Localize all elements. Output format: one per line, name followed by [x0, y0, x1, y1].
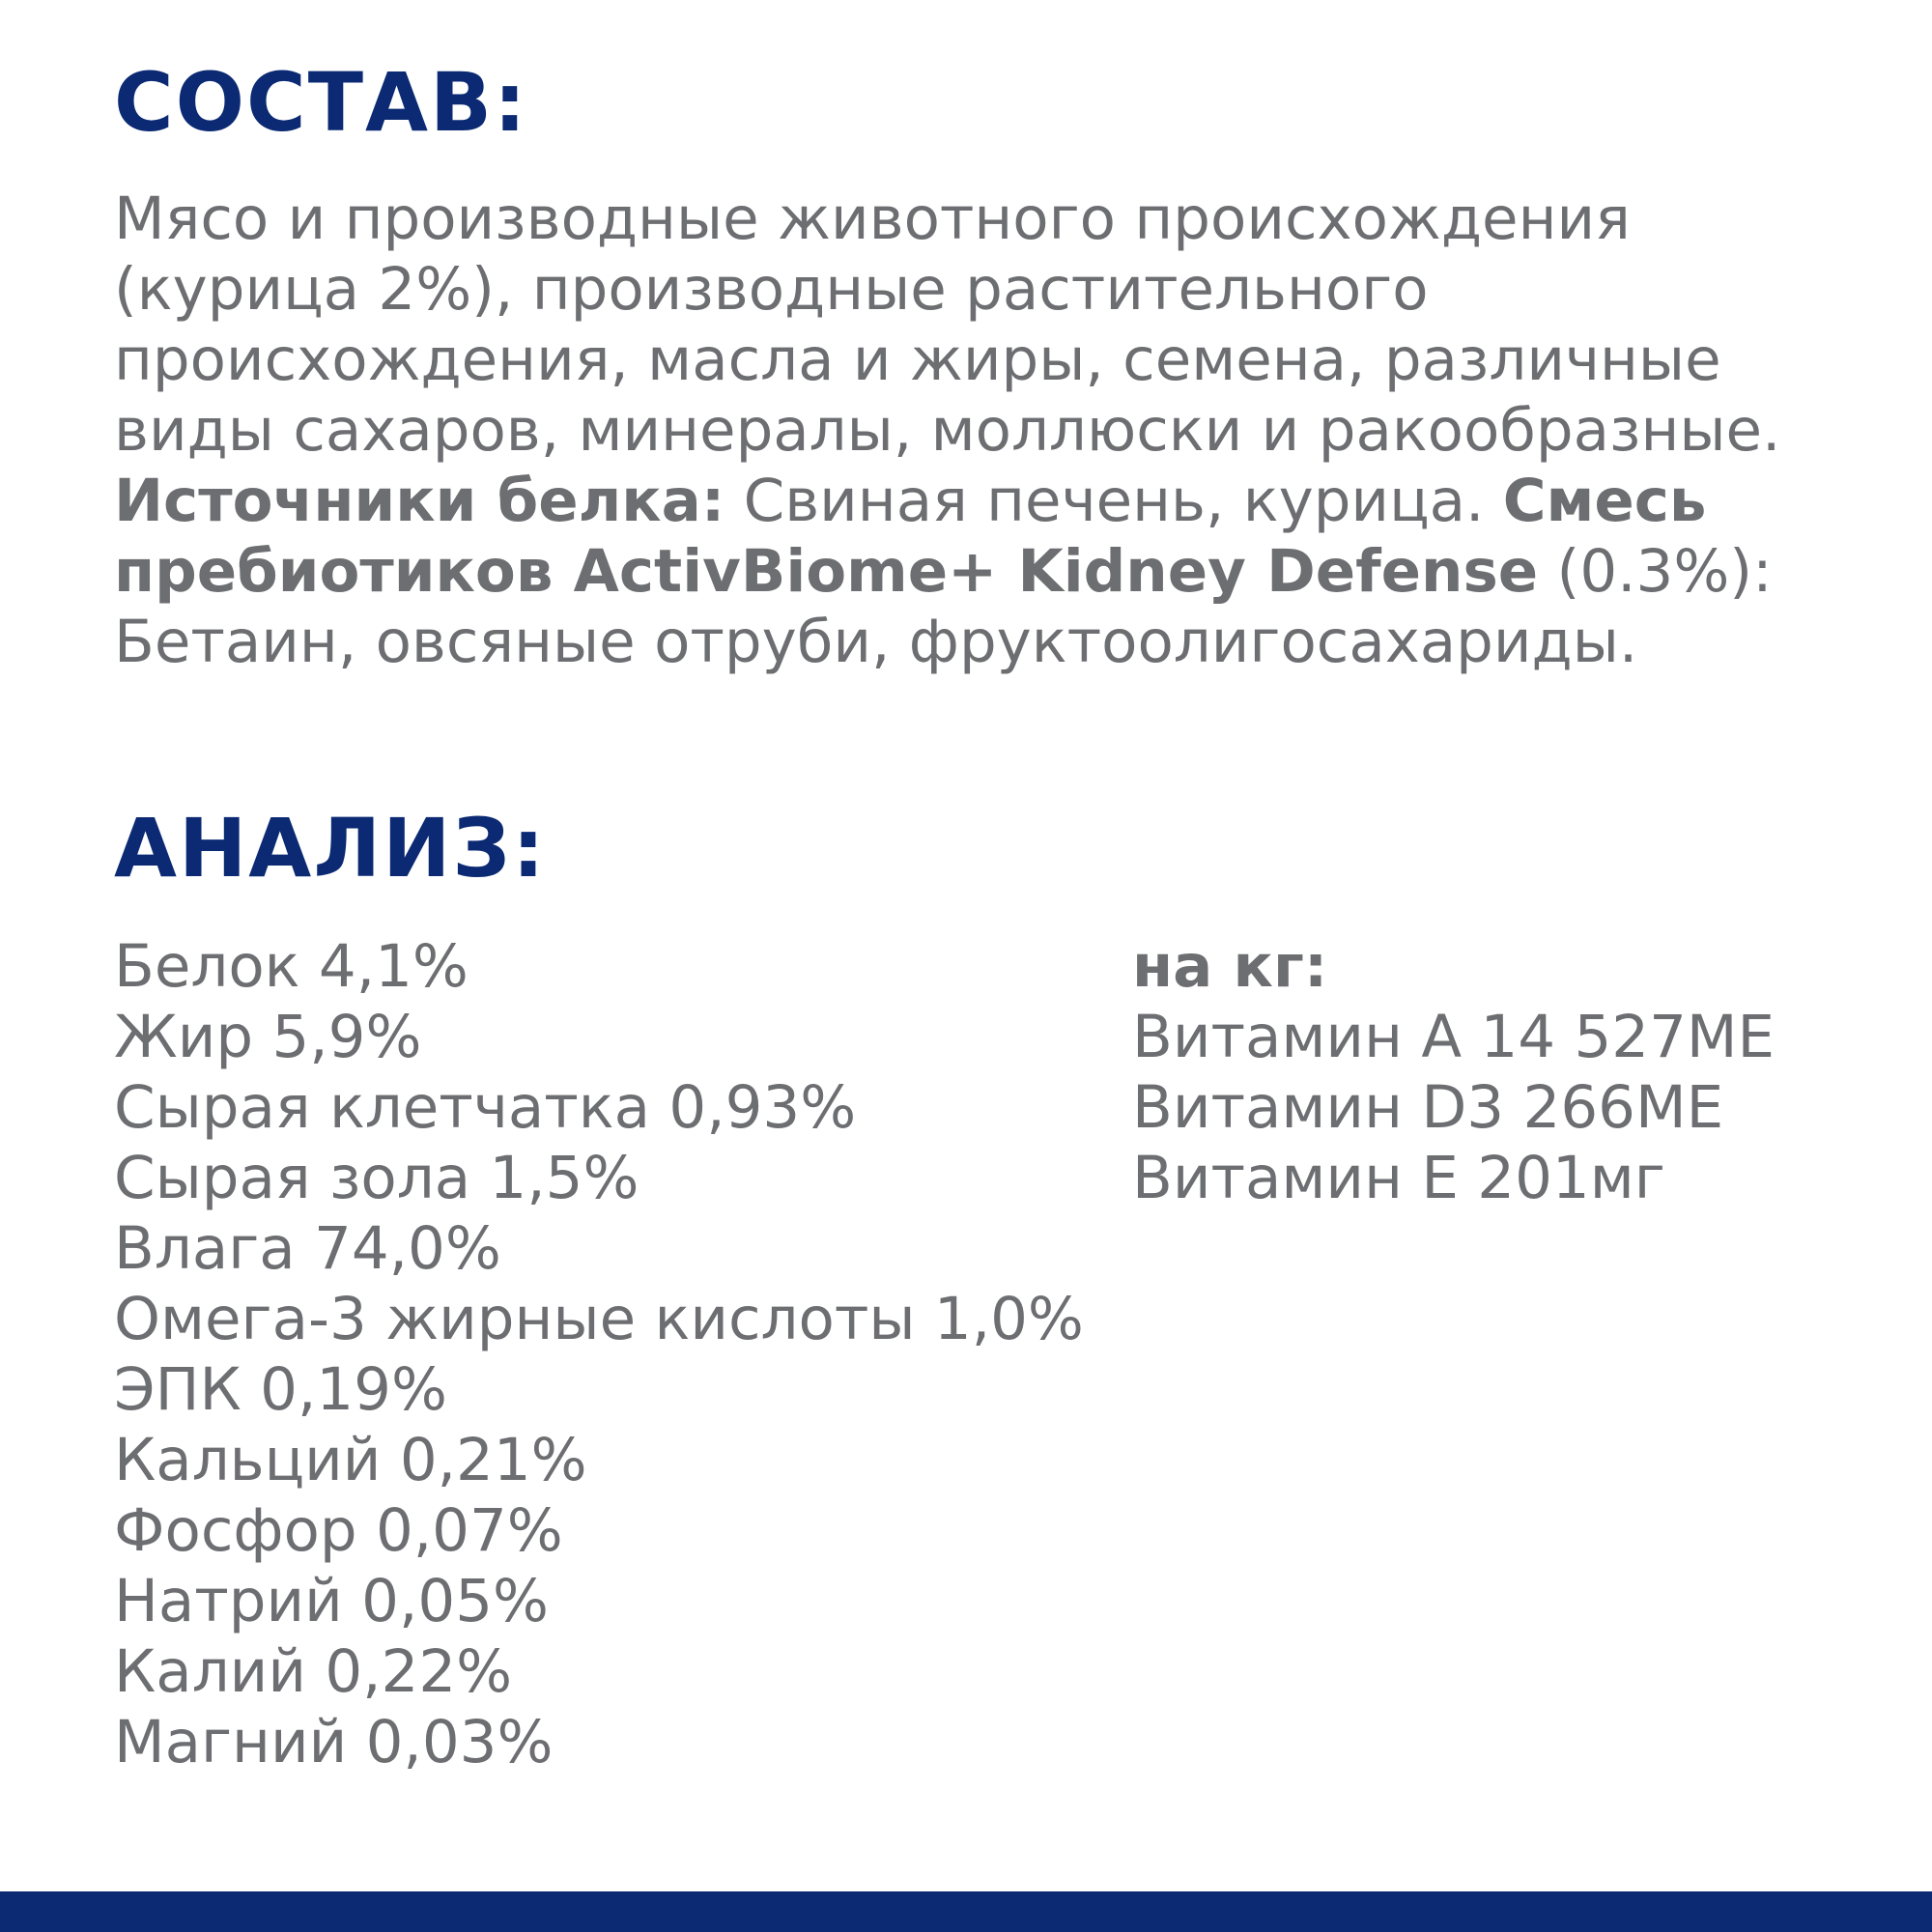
composition-intro: Мясо и производные животного происхождения (курица 2%), производные растительного происхождения, масла и жиры, семена, различные виды сахаров, минералы, моллюски и ракообразные. — [114, 185, 1781, 465]
composition-heading: СОСТАВ: — [114, 55, 528, 150]
analysis-item: Омега-3 жирные кислоты 1,0% — [114, 1285, 1084, 1353]
vitamin-item: Витамин А 14 527МЕ — [1132, 1003, 1776, 1071]
analysis-item: Фосфор 0,07% — [114, 1496, 563, 1565]
vitamin-item: Витамин Е 201мг — [1132, 1144, 1665, 1212]
analysis-item: Белок 4,1% — [114, 932, 469, 1001]
analysis-item: Натрий 0,05% — [114, 1567, 549, 1635]
analysis-heading: АНАЛИЗ: — [114, 801, 547, 895]
analysis-item: Калий 0,22% — [114, 1637, 513, 1706]
analysis-item: Влага 74,0% — [114, 1214, 501, 1283]
prebiotic-blend-label: Смесь пребиотиков ActivBiome+ Kidney Defense — [114, 467, 1707, 606]
per-kg-label: на кг: — [1132, 932, 1328, 1001]
bottom-brand-bar — [0, 1891, 1932, 1932]
prebiotic-blend-text: (0.3%): Бетаин, овсяные отруби, фруктоолигосахариды. — [114, 537, 1773, 676]
analysis-item: Сырая клетчатка 0,93% — [114, 1073, 857, 1142]
analysis-item: Жир 5,9% — [114, 1003, 422, 1071]
analysis-item: Кальций 0,21% — [114, 1426, 587, 1494]
analysis-item: Сырая зола 1,5% — [114, 1144, 639, 1212]
analysis-list — [114, 931, 1084, 1777]
vitamin-item: Витамин D3 266МЕ — [1132, 1073, 1724, 1142]
vitamins-per-kg-list — [1132, 931, 1775, 1213]
analysis-item: Магний 0,03% — [114, 1708, 554, 1776]
analysis-item: ЭПК 0,19% — [114, 1355, 447, 1424]
protein-sources-label: Источники белка: — [114, 467, 725, 535]
protein-sources-text: Свиная печень, курица. — [724, 467, 1503, 535]
composition-text — [114, 184, 1853, 677]
